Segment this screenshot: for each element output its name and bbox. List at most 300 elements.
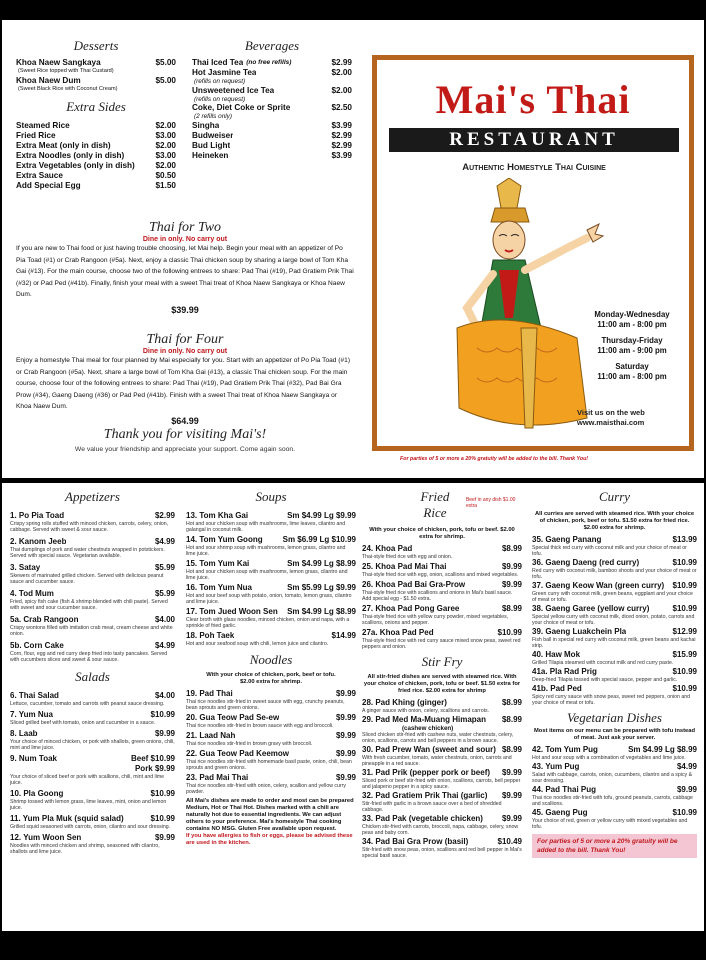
menu-item bbox=[192, 86, 352, 96]
item-name: 21. Laad Nah bbox=[186, 731, 236, 740]
thai-for-two-section bbox=[16, 220, 354, 315]
item-note: (refills on request) bbox=[194, 95, 246, 103]
menu-item bbox=[532, 558, 697, 568]
item-description: Sliced pork or beef stir-fried with onion, scallions, carrots, bell pepper and jalapeno pepper in a spicy sauce. bbox=[362, 778, 521, 790]
item-price: $14.99 bbox=[331, 631, 356, 640]
item-name: 39. Gaeng Luakchein Pla bbox=[532, 627, 627, 636]
thank-you-text: Thank you for visiting Mai's! bbox=[103, 426, 267, 442]
item-price: $9.99 bbox=[335, 731, 356, 740]
item-name: Fried Rice bbox=[16, 131, 56, 140]
menu-item bbox=[362, 628, 522, 638]
menu-item bbox=[532, 581, 697, 591]
hours-time: 11:00 am - 9:00 pm bbox=[597, 346, 667, 355]
item-name: 23. Pad Mai Thai bbox=[186, 773, 249, 782]
menu-item bbox=[10, 511, 175, 521]
item-name: 27a. Khoa Pad Ped bbox=[362, 628, 434, 637]
restaurant-subtitle: RESTAURANT bbox=[389, 128, 679, 152]
fried-rice-title: Fried Rice bbox=[420, 489, 450, 520]
curry-section bbox=[532, 489, 697, 858]
menu-item bbox=[532, 745, 697, 755]
item-price: $2.99 bbox=[331, 58, 352, 67]
stir-fry-title: Stir Fry bbox=[421, 654, 463, 669]
hours-days: Saturday bbox=[615, 362, 649, 371]
menu-item bbox=[362, 604, 522, 614]
item-price: $2.00 bbox=[331, 68, 352, 77]
item-name: 38. Gaeng Garee (yellow curry) bbox=[532, 604, 650, 613]
hours-entry bbox=[577, 336, 687, 356]
item-subtitle: (cashew chicken) bbox=[402, 725, 454, 732]
item-description: Thai rice noodles stir-fried in sweet sauce with egg, crunchy peanuts, bean sprouts and green onions. bbox=[186, 699, 345, 711]
stir-fry-list bbox=[362, 698, 522, 859]
item-price: $4.99 bbox=[676, 762, 697, 771]
item-description: Crispy spring rolls stuffed with minced chicken, carrots, celery, onion, cabbage. Served with sweet & sour sauce. bbox=[10, 521, 169, 533]
menu-item bbox=[532, 650, 697, 660]
allergy-note: If you have allergies to fish or eggs, please be advised these are used in the kitchen. bbox=[186, 833, 353, 846]
item-name: 27. Khoa Pad Pong Garee bbox=[362, 604, 460, 613]
noodles-footer: All Mai's dishes are made to order and most can be prepared Medium, Hot or Thai Hot. Dishes marked with a chili are naturally hot due to essential ingredients. We can adjust others to your preference. Mai's homestyle Thai cooking contains NO MSG. Gluten Free available upon request. bbox=[186, 798, 354, 832]
item-note: (Sweet Black Rice with Coconut Cream) bbox=[18, 85, 118, 92]
menu-item bbox=[10, 589, 175, 599]
soups-section bbox=[186, 489, 356, 847]
item-name: Bud Light bbox=[192, 140, 231, 150]
item-price: $8.99 bbox=[501, 604, 522, 613]
item-description: Special yellow curry with coconut milk, diced onion, potato, carrots and your choice of meat or tofu. bbox=[532, 614, 695, 626]
item-name: 40. Haw Mok bbox=[532, 650, 581, 659]
item-description: Thai-style fried rice with red curry sauce mixed snow peas, sweet red peppers and onion. bbox=[362, 638, 521, 650]
menu-item bbox=[192, 58, 352, 68]
soups-title: Soups bbox=[255, 489, 287, 504]
item-name: Heineken bbox=[192, 150, 229, 160]
thai-for-two-title: Thai for Two bbox=[148, 220, 222, 235]
item-price: $10.99 bbox=[672, 667, 697, 676]
item-price: $9.99 bbox=[335, 749, 356, 758]
vegetarian-list bbox=[532, 745, 697, 830]
item-price: $2.50 bbox=[331, 103, 352, 112]
fried-rice-list bbox=[362, 544, 522, 650]
item-name: 5a. Crab Rangoon bbox=[10, 615, 79, 624]
item-name: 35. Gaeng Panang bbox=[532, 535, 602, 544]
item-description: Thai rice noodles stir-fried with homemade basil paste, onion, chili, bean sprouts and green onions. bbox=[186, 759, 352, 771]
item-description: Chicken stir-fried with carrots, broccoli, napa, cabbage, celery, snow peas and baby corn. bbox=[362, 824, 519, 836]
item-description: Grilled Tilapia steamed with coconut milk and red curry paste. bbox=[532, 660, 674, 666]
menu-item bbox=[10, 563, 175, 573]
item-note: (Sweet Rice topped with Thai Custard) bbox=[18, 68, 114, 74]
hours-entry bbox=[577, 362, 687, 382]
item-name: 1. Po Pia Toad bbox=[10, 511, 65, 520]
extra-sides-title: Extra Sides bbox=[66, 99, 126, 114]
item-name: 41b. Pad Ped bbox=[532, 684, 582, 693]
menu-item bbox=[192, 151, 352, 161]
menu-item bbox=[186, 559, 356, 569]
menu-item bbox=[16, 171, 176, 181]
menu-item bbox=[186, 773, 356, 783]
item-name: 34. Pad Bai Gra Prow (basil) bbox=[362, 837, 469, 846]
item-name: Extra Vegetables (only in dish) bbox=[16, 161, 135, 170]
hours-time: 11:00 am - 8:00 pm bbox=[597, 320, 667, 329]
item-name: 33. Pad Pak (vegetable chicken) bbox=[362, 814, 483, 823]
item-price: $5.99 bbox=[154, 589, 175, 598]
salads-title: Salads bbox=[75, 669, 110, 684]
item-price: $4.99 bbox=[154, 537, 175, 546]
item-suffix: (no free refills) bbox=[246, 59, 292, 66]
item-description: Thai dumplings of pork and water chestnuts wrapped in potstickers. Served with special sauce. Vegetarian available. bbox=[10, 547, 165, 559]
menu-item bbox=[186, 689, 356, 699]
menu-item bbox=[532, 604, 697, 614]
item-name: 41a. Pla Rad Prig bbox=[532, 667, 597, 676]
item-price: $8.99 bbox=[501, 715, 522, 724]
desserts-list bbox=[16, 58, 176, 93]
extra-sides-list bbox=[16, 121, 176, 191]
item-name: Thai Iced Tea bbox=[192, 58, 244, 67]
item-description: Thai-style fried rice with egg and onion. bbox=[362, 554, 453, 560]
item-description: A ginger sauce with onion, celery, scallions and carrots. bbox=[362, 708, 490, 714]
vegetarian-intro: Most items on our menu can be prepared with tofu instead of meat. Just ask your server. bbox=[533, 728, 696, 741]
item-description: Thai rice noodles stir-fried with tofu, ground peanuts, carrots, cabbage and scallions. bbox=[532, 795, 693, 807]
vegetarian-title: Vegetarian Dishes bbox=[567, 710, 662, 725]
thai-for-four-title: Thai for Four bbox=[146, 332, 224, 347]
item-price: $13.99 bbox=[672, 535, 697, 544]
salads-list bbox=[10, 691, 175, 855]
menu-item bbox=[16, 141, 176, 151]
curry-intro: All curries are served with steamed rice. With your choice of chicken, pork, beef or tofu. $1.50 extra for fried rice. $2.00 extra for shrimp. bbox=[534, 511, 695, 531]
item-description: Salad with cabbage, carrots, onion, cucumbers, cilantro and a spicy & sour dressing. bbox=[532, 772, 693, 784]
item-price: $2.99 bbox=[154, 511, 175, 520]
item-name: 3. Satay bbox=[10, 563, 41, 572]
item-price: $10.99 bbox=[672, 581, 697, 590]
item-name: 7. Yum Nua bbox=[10, 710, 53, 719]
item-description: Fish ball in special red curry with coconut milk, green beans and kachai strip. bbox=[532, 637, 696, 649]
hours-days: Monday-Wednesday bbox=[594, 310, 670, 319]
menu-item bbox=[10, 691, 175, 701]
item-price: $9.99 bbox=[154, 729, 175, 738]
logo-panel bbox=[372, 55, 694, 451]
menu-item bbox=[362, 837, 522, 847]
menu-item bbox=[10, 537, 175, 547]
item-price: $8.99 bbox=[501, 544, 522, 553]
item-price: $2.00 bbox=[155, 161, 176, 170]
website-label: Visit us on the web bbox=[577, 408, 645, 417]
menu-item bbox=[362, 745, 522, 755]
appetizers-section bbox=[10, 489, 175, 858]
item-name: Singha bbox=[192, 120, 220, 130]
item-name: 42. Tom Yum Pug bbox=[532, 745, 598, 754]
menu-item bbox=[186, 535, 356, 545]
menu-item bbox=[192, 121, 352, 131]
item-description: Your choice of minced chicken, or pork with shallots, green onions, chili, mint and lime juice. bbox=[10, 739, 175, 751]
item-description: Hot and sour shrimp soup with mushrooms, lemon grass, cilantro and lime juice. bbox=[186, 545, 346, 557]
menu-item bbox=[10, 710, 175, 720]
menu-item bbox=[362, 814, 522, 824]
website-block bbox=[577, 408, 692, 428]
appetizers-title: Appetizers bbox=[65, 489, 120, 504]
item-name: 14. Tom Yum Goong bbox=[186, 535, 263, 544]
hours-days: Thursday-Friday bbox=[601, 336, 663, 345]
item-name: 10. Pla Goong bbox=[10, 789, 64, 798]
item-name: 32. Pad Gratiem Prik Thai (garlic) bbox=[362, 791, 488, 800]
item-description: Your choice of red, green or yellow curry with mixed vegetables and tofu. bbox=[532, 818, 688, 830]
item-description: Clear broth with glass noodles, minced chicken, onion and napa, with a sprinkle of fried garlic. bbox=[186, 617, 350, 629]
item-description: Grilled squid seasoned with carrots, onion, cilantro and sour dressing. bbox=[10, 824, 171, 830]
item-name: Extra Meat (only in dish) bbox=[16, 141, 111, 150]
item-price: $2.00 bbox=[331, 85, 352, 95]
menu-item bbox=[10, 615, 175, 625]
menu-item bbox=[16, 58, 176, 68]
item-description: Skewers of marinated grilled chicken. Served with delicious peanut sauce and cucumber sauce. bbox=[10, 573, 164, 585]
item-name: 2. Kanom Jeeb bbox=[10, 537, 67, 546]
item-name: Khoa Naew Dum bbox=[16, 75, 81, 85]
item-description: Corn, flour, egg and red curry deep fried into tasty pancakes. Served with cucumbers slices and sweet & sour sauce. bbox=[10, 651, 168, 663]
item-price: Beef $10.99 bbox=[130, 754, 175, 763]
thai-for-two-text: If you are new to Thai food or just having trouble choosing, let Mai help. Begin your meal with an appetizer of Po Pia Toad (#1) or Crab Rangoon (#5a). Next, enjoy a classic Thai chicken soup by sharing a large bowl of Tom Kha Gai (#13). For the main course, choose two of the following entrees to share: Pad Thai (#19), Pad Gratiem Prik Thai (#32) or Pad Ped (#41b). Finally, finish your meal with a sweet Thai treat of Khoa Naew Sangkaya or Khoa Naew Dum. bbox=[16, 245, 354, 298]
menu-item bbox=[192, 68, 352, 78]
fried-rice-intro: With your choice of chicken, pork, tofu or beef. $2.00 extra for shrimp. bbox=[369, 527, 515, 540]
item-price: Sm $4.99 Lg $8.99 bbox=[287, 607, 356, 616]
menu-item bbox=[186, 631, 356, 641]
soups-list bbox=[186, 511, 356, 647]
menu-item bbox=[362, 580, 522, 590]
item-price: $9.99 bbox=[676, 785, 697, 794]
beverages-section bbox=[192, 38, 352, 161]
item-description: Thai rice noodles stir-fried in brown sauce with egg and broccoli. bbox=[186, 723, 334, 729]
stir-fry-intro: All stir-fried dishes are served with steamed rice. With your choice of chicken, pork, tofu or beef. $1.50 extra for fried rice. $2.00 extra for shrimp bbox=[363, 674, 521, 694]
item-name: 18. Poh Taek bbox=[186, 631, 235, 640]
item-description: Crispy wontons filled with imitation crab meat, cream cheese and white onion. bbox=[10, 625, 173, 637]
item-name: Unsweetened Ice Tea bbox=[192, 85, 275, 95]
menu-item bbox=[186, 749, 356, 759]
item-name: 25. Khoa Pad Mai Thai bbox=[362, 562, 447, 571]
thai-for-two-price: $39.99 bbox=[171, 304, 199, 315]
item-price: $8.99 bbox=[501, 698, 522, 707]
thank-you-subtext: We value your friendship and appreciate your support. Come again soon. bbox=[74, 445, 296, 453]
item-description: Hot and sour beef soup with potato, onion, tomato, lemon grass, cilantro and lime juice. bbox=[186, 593, 352, 605]
item-price: $4.99 bbox=[154, 641, 175, 650]
appetizers-list bbox=[10, 511, 175, 663]
item-price: Sm $4.99 Lg $8.99 bbox=[287, 559, 356, 568]
item-description: Special thick red curry with coconut milk and your choice of meat or tofu. bbox=[532, 545, 687, 557]
menu-item bbox=[186, 713, 356, 723]
item-description: Hot and sour chicken soup with mushrooms, lime leaves, cilantro and galangal in coconut milk. bbox=[186, 521, 346, 533]
menu-item bbox=[186, 731, 356, 741]
item-name: 17. Tom Jued Woon Sen bbox=[186, 607, 278, 616]
website-url[interactable]: www.maisthai.com bbox=[577, 418, 645, 427]
menu-item bbox=[10, 754, 175, 764]
item-description: Thai-style fried rice with yellow curry powder, mixed vegetables, scallions, onions and pepper. bbox=[362, 614, 509, 626]
item-description: Hot and sour seafood soup with chili, lemon juice and cilantro. bbox=[186, 641, 329, 647]
menu-item bbox=[192, 131, 352, 141]
item-price: $3.99 bbox=[331, 120, 352, 130]
item-price: Sm $5.99 Lg $9.99 bbox=[287, 583, 356, 592]
thai-for-four-price: $64.99 bbox=[171, 415, 199, 426]
item-name: 44. Pad Thai Pug bbox=[532, 785, 597, 794]
item-price: $10.99 bbox=[672, 604, 697, 613]
menu-item bbox=[186, 511, 356, 521]
item-price: $10.99 bbox=[672, 558, 697, 567]
item-name: Hot Jasmine Tea bbox=[192, 68, 257, 77]
item-name: Extra Noodles (only in dish) bbox=[16, 151, 125, 160]
item-price: $5.99 bbox=[154, 563, 175, 572]
item-description: Thai rice noodles stir-fried with onion, celery, scallion and yellow curry powder. bbox=[186, 783, 346, 795]
item-price: $9.99 bbox=[335, 713, 356, 722]
item-price: $9.99 bbox=[154, 833, 175, 842]
thai-for-two-dine: Dine in only. No carry out bbox=[142, 236, 228, 243]
item-name: 12. Yum Woon Sen bbox=[10, 833, 82, 842]
menu-item bbox=[192, 141, 352, 151]
thai-for-four-section bbox=[16, 332, 354, 453]
menu-item bbox=[532, 785, 697, 795]
item-name: 31. Pad Prik (pepper pork or beef) bbox=[362, 768, 491, 777]
menu-page-bottom bbox=[2, 483, 704, 931]
item-price: $9.99 bbox=[335, 773, 356, 782]
menu-item bbox=[10, 789, 175, 799]
menu-item bbox=[532, 808, 697, 818]
noodles-list bbox=[186, 689, 356, 795]
thai-for-four-dine: Dine in only. No carry out bbox=[142, 348, 228, 355]
restaurant-name: Mai's Thai bbox=[435, 77, 631, 122]
item-name: Coke, Diet Coke or Sprite bbox=[192, 103, 291, 112]
item-price: $5.00 bbox=[155, 58, 176, 67]
item-price: Sm $6.99 Lg $10.99 bbox=[282, 535, 356, 544]
item-name: 28. Pad Khing (ginger) bbox=[362, 698, 447, 707]
item-price: $3.00 bbox=[155, 151, 176, 160]
item-name: Steamed Rice bbox=[16, 121, 70, 130]
item-description: Deep-fried Tilapia tossed with special sauce, pepper and garlic. bbox=[532, 677, 678, 683]
curry-list bbox=[532, 535, 697, 706]
curry-title: Curry bbox=[598, 489, 631, 504]
item-price: $9.99 bbox=[501, 791, 522, 800]
item-name: 6. Thai Salad bbox=[10, 691, 59, 700]
item-name: 5b. Corn Cake bbox=[10, 641, 64, 650]
menu-item bbox=[10, 814, 175, 824]
item-price: $9.99 bbox=[501, 562, 522, 571]
item-description: Lettuce, cucumber, tomato and carrots with peanut sauce dressing. bbox=[10, 701, 165, 707]
item-price: $9.99 bbox=[501, 814, 522, 823]
item-price: $12.99 bbox=[672, 627, 697, 636]
item-description: Green curry with coconut milk, green beans, eggplant and your choice of meat or tofu. bbox=[532, 591, 693, 603]
item-description: Sliced chicken stir-fried with cashew nuts, water chestnuts, celery, onion, scallions, carrots and bell peppers in a brown sauce. bbox=[362, 732, 514, 744]
menu-item bbox=[362, 698, 522, 708]
item-name: Khoa Naew Sangkaya bbox=[16, 58, 101, 67]
item-note: (refills on request) bbox=[194, 78, 246, 85]
item-price: $15.99 bbox=[672, 650, 697, 659]
item-price: $2.99 bbox=[331, 140, 352, 150]
item-description: Shrimp tossed with lemon grass, lime leaves, mint, onion and lemon juice. bbox=[10, 799, 167, 811]
menu-item bbox=[192, 103, 352, 113]
menu-item bbox=[10, 729, 175, 739]
item-price: Sm $4.99 Lg $9.99 bbox=[287, 511, 356, 520]
item-price: $8.99 bbox=[501, 745, 522, 754]
menu-item bbox=[186, 583, 356, 593]
fried-rice-extra-note: Beef in any dish $1.00 extra bbox=[465, 497, 516, 509]
menu-item bbox=[532, 762, 697, 772]
item-description: With fresh cucumber, tomato, water chestnuts, onion, carrots and pineapple in a red sauce. bbox=[362, 755, 512, 767]
item-name: 9. Num Toak bbox=[10, 754, 57, 763]
menu-item bbox=[16, 181, 176, 191]
item-price: Sm $4.99 Lg $8.99 bbox=[628, 745, 697, 754]
menu-item bbox=[362, 791, 522, 801]
item-name: Extra Sauce bbox=[16, 171, 63, 180]
menu-item bbox=[16, 131, 176, 141]
item-price: $4.00 bbox=[154, 691, 175, 700]
menu-item bbox=[362, 544, 522, 554]
item-price: $3.99 bbox=[331, 150, 352, 160]
item-price: $10.99 bbox=[672, 808, 697, 817]
item-price: $10.99 bbox=[150, 710, 175, 719]
item-description: Spicy red curry sauce with snow peas, sweet red peppers, onion and your choice of meat or tofu. bbox=[532, 694, 691, 706]
item-description: Red curry with coconut milk, bamboo shoots and your choice of meat or tofu. bbox=[532, 568, 697, 580]
item-price: $10.99 bbox=[672, 684, 697, 693]
item-description: Thai-style fried rice with egg, onion, scallions and mixed vegetables. bbox=[362, 572, 519, 578]
menu-item bbox=[532, 535, 697, 545]
item-price: $9.99 bbox=[501, 580, 522, 589]
item-price: $0.50 bbox=[155, 171, 176, 180]
item-price-2 bbox=[10, 764, 175, 774]
item-description: Hot and sour chicken soup with mushrooms, lemon grass, cilantro and lime juice. bbox=[186, 569, 348, 581]
top-gratuity-note: For parties of 5 or more a 20% gratuity will be added to the bill. Thank You! bbox=[400, 456, 589, 462]
item-price: $10.99 bbox=[497, 628, 522, 637]
desserts-section bbox=[16, 38, 176, 191]
menu-item bbox=[362, 768, 522, 778]
item-name: Budweiser bbox=[192, 130, 234, 140]
item-description: Thai rice noodles stir-fried in brown gravy with broccoli. bbox=[186, 741, 313, 747]
menu-item bbox=[532, 684, 697, 694]
item-name: 37. Gaeng Keow Wan (green curry) bbox=[532, 581, 665, 590]
item-price: $10.99 bbox=[150, 789, 175, 798]
menu-item bbox=[362, 562, 522, 572]
item-description: Fried, spicy fish cake (fish & shrimp blended with chili paste). Served with sweet and sour cucumber sauce. bbox=[10, 599, 168, 611]
noodles-intro: With your choice of chicken, pork, beef or tofu. $2.00 extra for shrimp. bbox=[206, 672, 336, 685]
hours-entry bbox=[577, 310, 687, 330]
item-price: $4.00 bbox=[154, 615, 175, 624]
item-description: Noodles with minced chicken and shrimp, seasoned with cilantro, shallots and lime juice. bbox=[10, 843, 160, 855]
desserts-title: Desserts bbox=[73, 38, 119, 53]
item-price: $10.99 bbox=[150, 814, 175, 823]
item-price: $10.49 bbox=[497, 837, 522, 846]
item-price: $3.00 bbox=[155, 131, 176, 140]
menu-item bbox=[532, 627, 697, 637]
hours-block bbox=[577, 310, 687, 388]
thai-for-four-text: Enjoy a homestyle Thai meal for four planned by Mai especially for you. Start with an appetizer of Po Pia Toad (#1) or Crab Rangoon (#5a). Next, share a large bowl of Tom Kha Gai (#13), a classic Thai chicken soup. For the main course, choose four of the following entrees to share: Pad Thai (#19), Pad Gratiem Prik Thai (#32), Pad Bai Gra Prow (#34), Gaeng Daeng (#36) or Pad Ped (#41b). Finish with a sweet Thai treat of Khoa Naew Sangkaya or Khoa Naew Dum. bbox=[16, 357, 351, 410]
item-description: Stir-fried with snow peas, onion, scallions and red bell pepper in Mai's special basil sauce. bbox=[362, 847, 522, 859]
item-name: 24. Khoa Pad bbox=[362, 544, 413, 553]
item-name: Add Special Egg bbox=[16, 181, 81, 190]
item-name: 45. Gaeng Pug bbox=[532, 808, 588, 817]
item-name: 43. Yum Pug bbox=[532, 762, 580, 771]
item-price: $9.99 bbox=[335, 689, 356, 698]
menu-item bbox=[16, 121, 176, 131]
menu-page-top bbox=[2, 20, 704, 478]
menu-item bbox=[16, 161, 176, 171]
menu-item bbox=[186, 607, 356, 617]
hours-time: 11:00 am - 8:00 pm bbox=[597, 372, 667, 381]
item-description: Thai-style fried rice with scallions and onions in Mai's basil sauce. Add special egg - $1.50 extra. bbox=[362, 590, 513, 602]
bottom-gratuity-note: For parties of 5 or more a 20% gratuity will be added to the bill. Thank You! bbox=[532, 834, 697, 858]
item-description: Your choice of sliced beef or pork with scallions, chili, mint and lime juice. bbox=[10, 774, 165, 786]
item-description: Stir-fried with garlic in a brown sauce over a bed of shredded cabbage. bbox=[362, 801, 502, 813]
item-name: 8. Laab bbox=[10, 729, 38, 738]
menu-item bbox=[10, 833, 175, 843]
item-note: (2 refills only) bbox=[194, 113, 232, 120]
beverages-list bbox=[192, 58, 352, 161]
menu-item bbox=[16, 151, 176, 161]
item-description: Sliced grilled beef with tomato, onion and cucumber in a sauce. bbox=[10, 720, 156, 726]
menu-item bbox=[16, 76, 176, 86]
item-price: $5.00 bbox=[155, 75, 176, 85]
item-name: 36. Gaeng Daeng (red curry) bbox=[532, 558, 640, 567]
item-price: $1.50 bbox=[155, 181, 176, 190]
item-name: 11. Yum Pla Muk (squid salad) bbox=[10, 814, 124, 823]
item-name: 16. Tom Yum Nua bbox=[186, 583, 252, 592]
menu-item bbox=[362, 715, 522, 725]
